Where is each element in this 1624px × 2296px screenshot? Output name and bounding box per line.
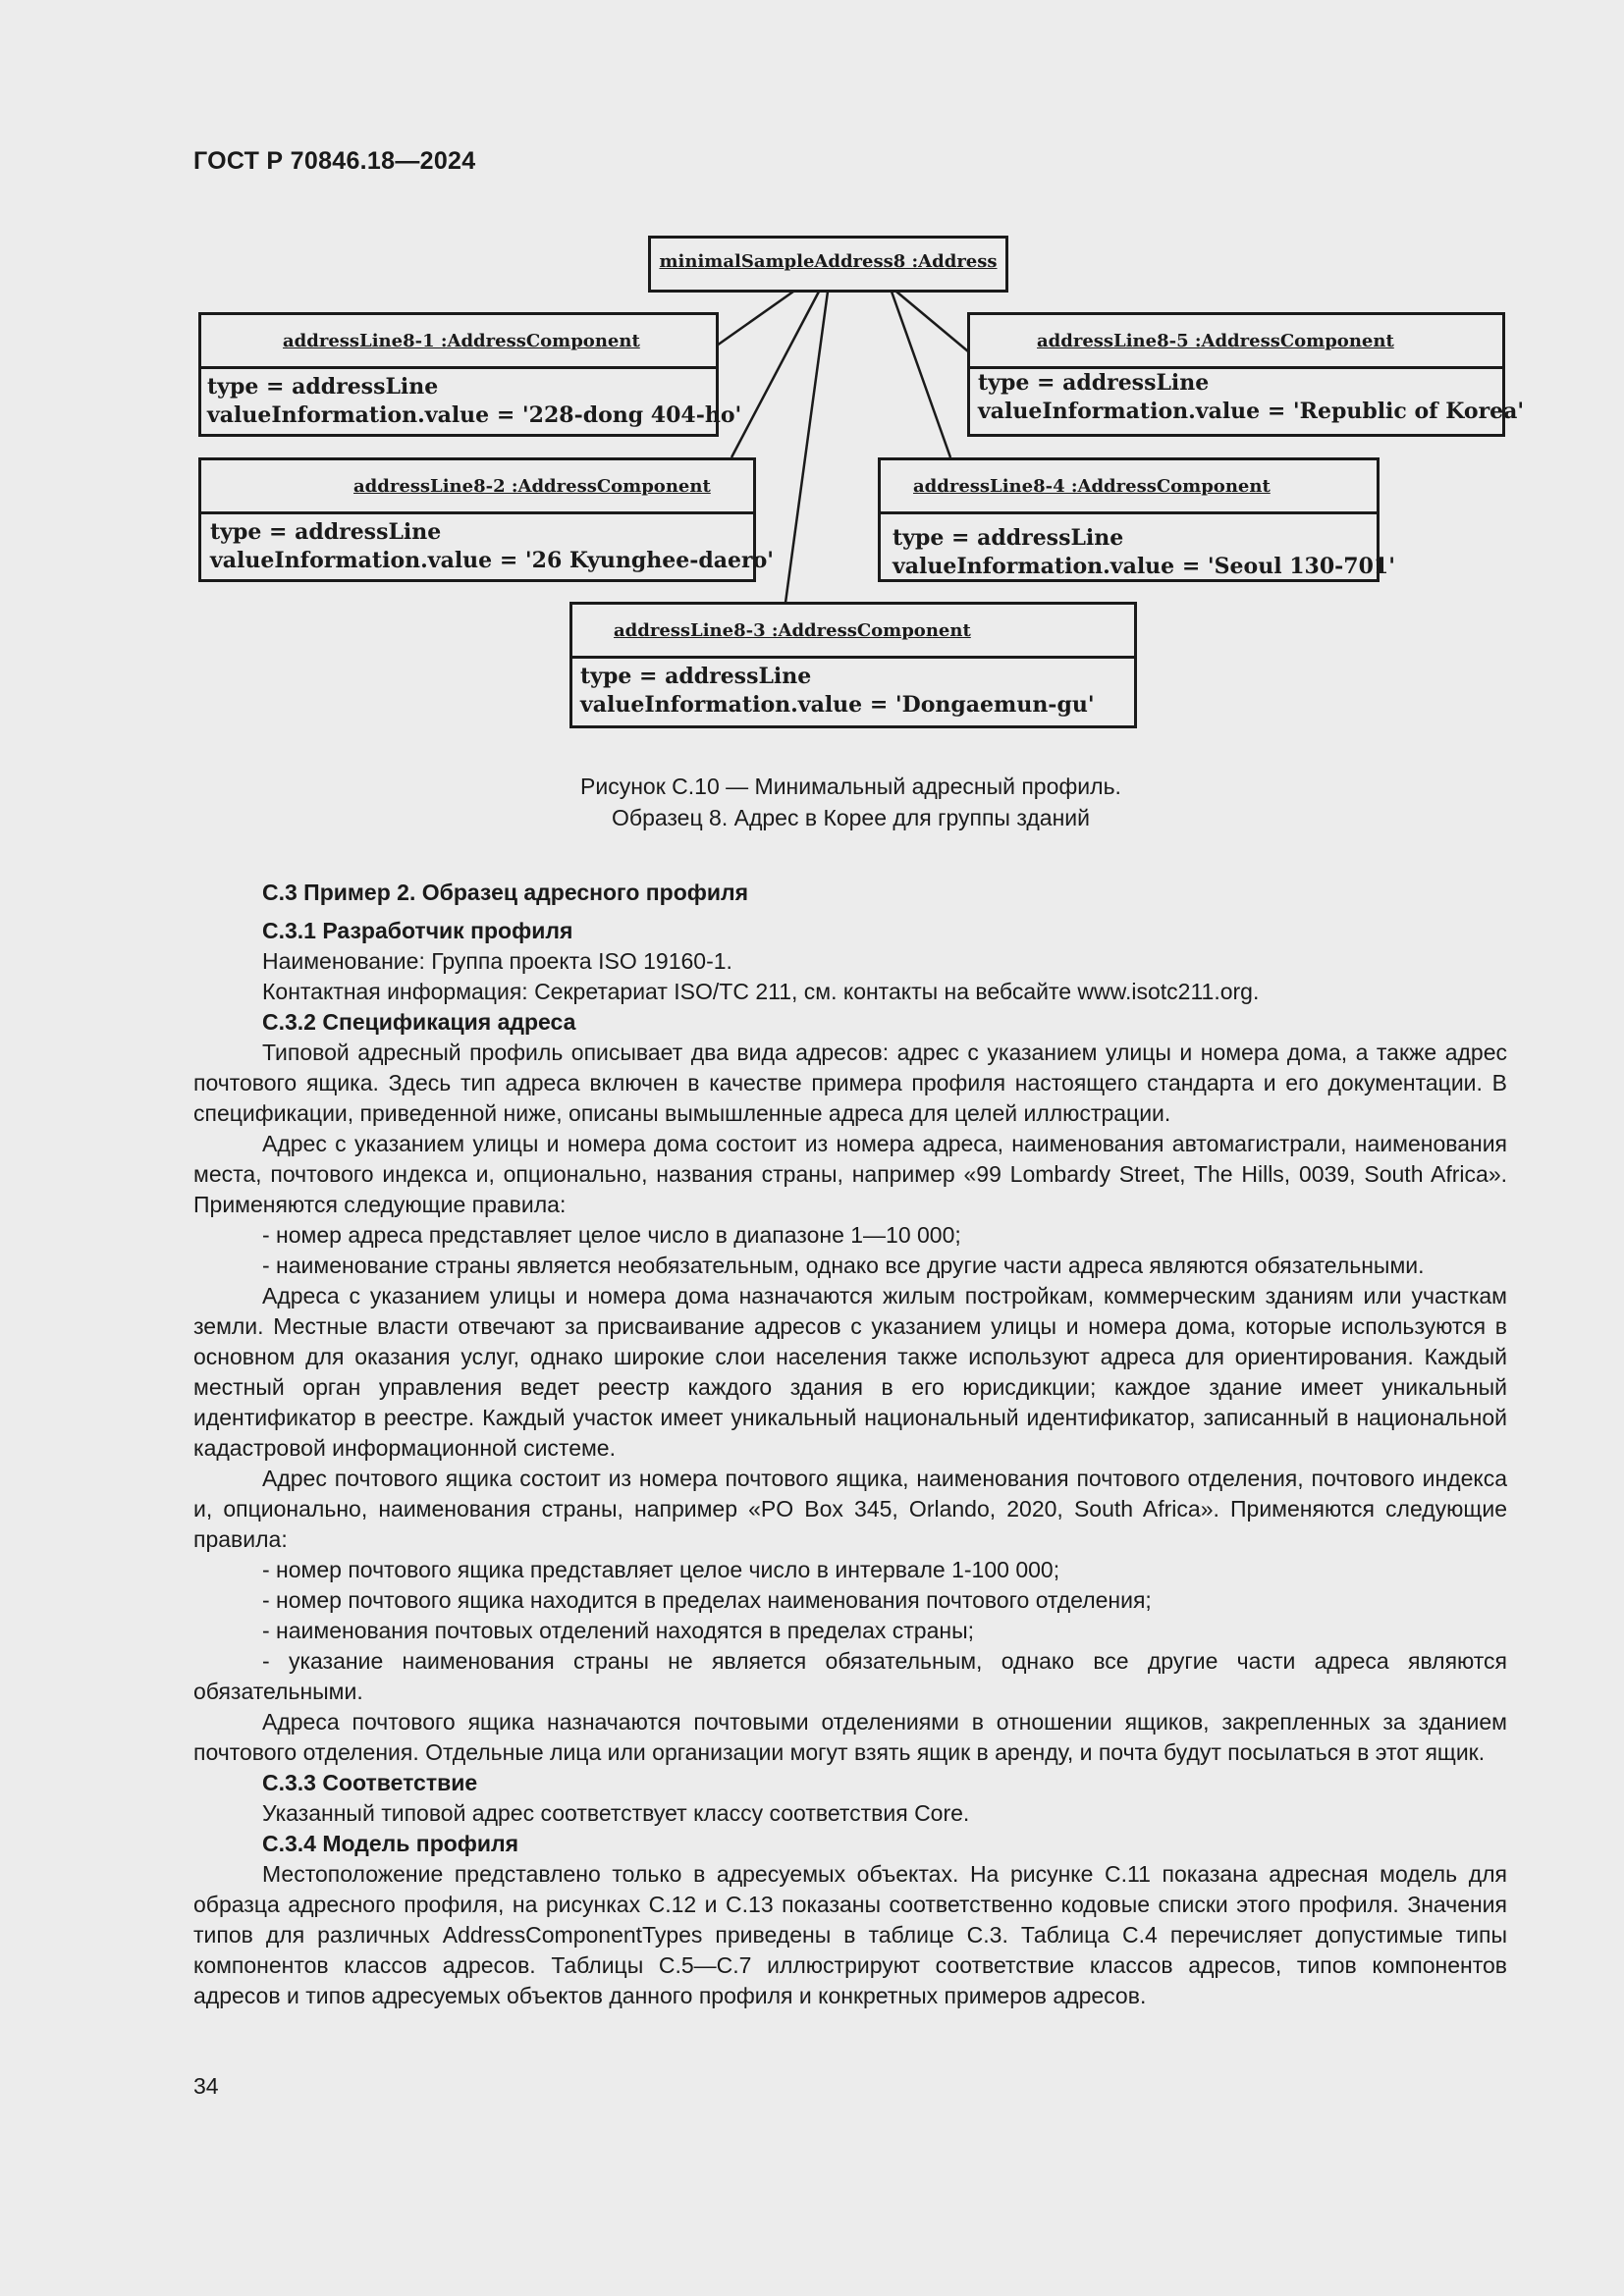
- uml-component-type: type = addressLine: [978, 370, 1210, 396]
- uml-component-value: valueInformation.value = '228-dong 404-ho': [207, 402, 742, 428]
- contact-info: Контактная информация: Секретариат ISO/TC 211, см. контакты на вебсайте www.isotc211.org.: [262, 979, 1260, 1004]
- connector-line-4: [892, 292, 950, 457]
- uml-component-title: addressLine8-5 :AddressComponent: [970, 315, 1502, 369]
- list-item: - наименование страны является необязательным, однако все другие части адреса являются обязательными.: [262, 1253, 1425, 1278]
- uml-component-type: type = addressLine: [207, 374, 439, 400]
- uml-component-title: addressLine8-2 :AddressComponent: [201, 460, 753, 514]
- uml-component-box-2: [198, 457, 774, 582]
- list-item: - номер почтового ящика находится в пределах наименования почтового отделения;: [262, 1587, 1152, 1613]
- subsection-heading-c33: С.3.3 Соответствие: [262, 1770, 478, 1795]
- caption-line-1: Рисунок С.10 — Минимальный адресный профиль.: [580, 774, 1121, 799]
- connector-line-2: [731, 292, 819, 457]
- uml-component-value: valueInformation.value = 'Seoul 130-701': [893, 554, 1395, 579]
- caption-line-2: Образец 8. Адрес в Корее для группы зданий: [612, 805, 1090, 830]
- list-item: - указание наименования страны не является обязательным, однако все другие части адреса являются обязательными.: [193, 1648, 1507, 1704]
- list-item: - наименования почтовых отделений находятся в пределах страны;: [262, 1618, 975, 1643]
- body-text: [193, 878, 1507, 2011]
- figure-caption: [0, 771, 1624, 833]
- uml-component-value: valueInformation.value = '26 Kyunghee-daero': [210, 548, 774, 573]
- uml-component-title: addressLine8-1 :AddressComponent: [201, 315, 716, 369]
- page-number: 34: [193, 2073, 219, 2099]
- paragraph: Адрес с указанием улицы и номера дома состоит из номера адреса, наименования автомагистрали, наименования места, почтового индекса и, опционально, названия страны, например «99 Lombardy Street, The Hills, 0039, South Africa». Применяются следующие правила:: [193, 1131, 1507, 1217]
- section-heading-c3: С.3 Пример 2. Образец адресного профиля: [262, 880, 749, 905]
- conformance-text: Указанный типовой адрес соответствует классу соответствия Core.: [262, 1800, 970, 1826]
- paragraph: Местоположение представлено только в адресуемых объектах. На рисунке С.11 показана адресная модель для образца адресного профиля, на рисунках С.12 и С.13 показаны соответственно кодовые списки этого профиля. Значения типов для различных AddressComponentTypes приведены в таблице С.3. Таблица С.4 перечисляет допустимые типы компонентов классов адресов. Таблицы С.5—С.7 иллюстрируют соответствие классов адресов, типов компонентов адресов и типов адресуемых объектов данного профиля и конкретных примеров адресов.: [193, 1861, 1507, 2008]
- uml-component-type: type = addressLine: [580, 664, 812, 689]
- uml-component-value: valueInformation.value = 'Dongaemun-gu': [580, 692, 1095, 718]
- connector-line-5: [896, 292, 968, 351]
- subsection-heading-c31: С.3.1 Разработчик профиля: [262, 918, 573, 943]
- document-header: ГОСТ Р 70846.18—2024: [193, 147, 476, 175]
- subsection-heading-c32: С.3.2 Спецификация адреса: [262, 1009, 576, 1035]
- uml-component-box-3: [569, 602, 1137, 728]
- paragraph: Адреса почтового ящика назначаются почтовыми отделениями в отношении ящиков, закрепленных за зданием почтового отделения. Отдельные лица или организации могут взять ящик в аренду, и почта будут посылаться в этот ящик.: [193, 1709, 1507, 1765]
- uml-component-box-5: [967, 312, 1525, 437]
- uml-component-type: type = addressLine: [210, 519, 442, 545]
- connector-line-3: [785, 292, 828, 603]
- uml-component-title: addressLine8-3 :AddressComponent: [572, 605, 1134, 659]
- list-item: - номер адреса представляет целое число в диапазоне 1—10 000;: [262, 1222, 961, 1248]
- uml-component-value: valueInformation.value = 'Republic of Korea': [978, 399, 1525, 424]
- uml-component-title: addressLine8-4 :AddressComponent: [881, 460, 1377, 514]
- paragraph: Адреса с указанием улицы и номера дома назначаются жилым постройкам, коммерческим зданиям или участкам земли. Местные власти отвечают за присваивание адресов с указанием улицы и номера дома, которые используются в основном для оказания услуг, однако широкие слои населения также используют адреса для ориентирования. Каждый местный орган управления ведет реестр каждого здания в его юрисдикции; каждое здание имеет уникальный идентификатор в реестре. Каждый участок имеет уникальный национальный идентификатор, записанный в национальной кадастровой информационной системе.: [193, 1283, 1507, 1461]
- subsection-heading-c34: С.3.4 Модель профиля: [262, 1831, 519, 1856]
- connector-line-1: [717, 292, 793, 346]
- uml-component-box-1: [198, 312, 742, 437]
- uml-root-title: minimalSampleAddress8 :Address: [659, 251, 998, 272]
- paragraph: Типовой адресный профиль описывает два вида адресов: адрес с указанием улицы и номера дома, а также адрес почтового ящика. Здесь тип адреса включен в качестве примера профиля настоящего стандарта и его документации. В спецификации, приведенной ниже, описаны вымышленные адреса для целей иллюстрации.: [193, 1040, 1507, 1126]
- profile-name: Наименование: Группа проекта ISO 19160-1.: [262, 948, 732, 974]
- uml-component-type: type = addressLine: [893, 525, 1124, 551]
- paragraph: Адрес почтового ящика состоит из номера почтового ящика, наименования почтового отделения, почтового индекса и, опционально, наименования страны, например «PO Box 345, Orlando, 2020, South Africa». Применяются следующие правила:: [193, 1466, 1507, 1552]
- uml-component-box-4: [878, 457, 1395, 582]
- list-item: - номер почтового ящика представляет целое число в интервале 1-100 000;: [262, 1557, 1060, 1582]
- uml-root-address-box: [648, 236, 1008, 293]
